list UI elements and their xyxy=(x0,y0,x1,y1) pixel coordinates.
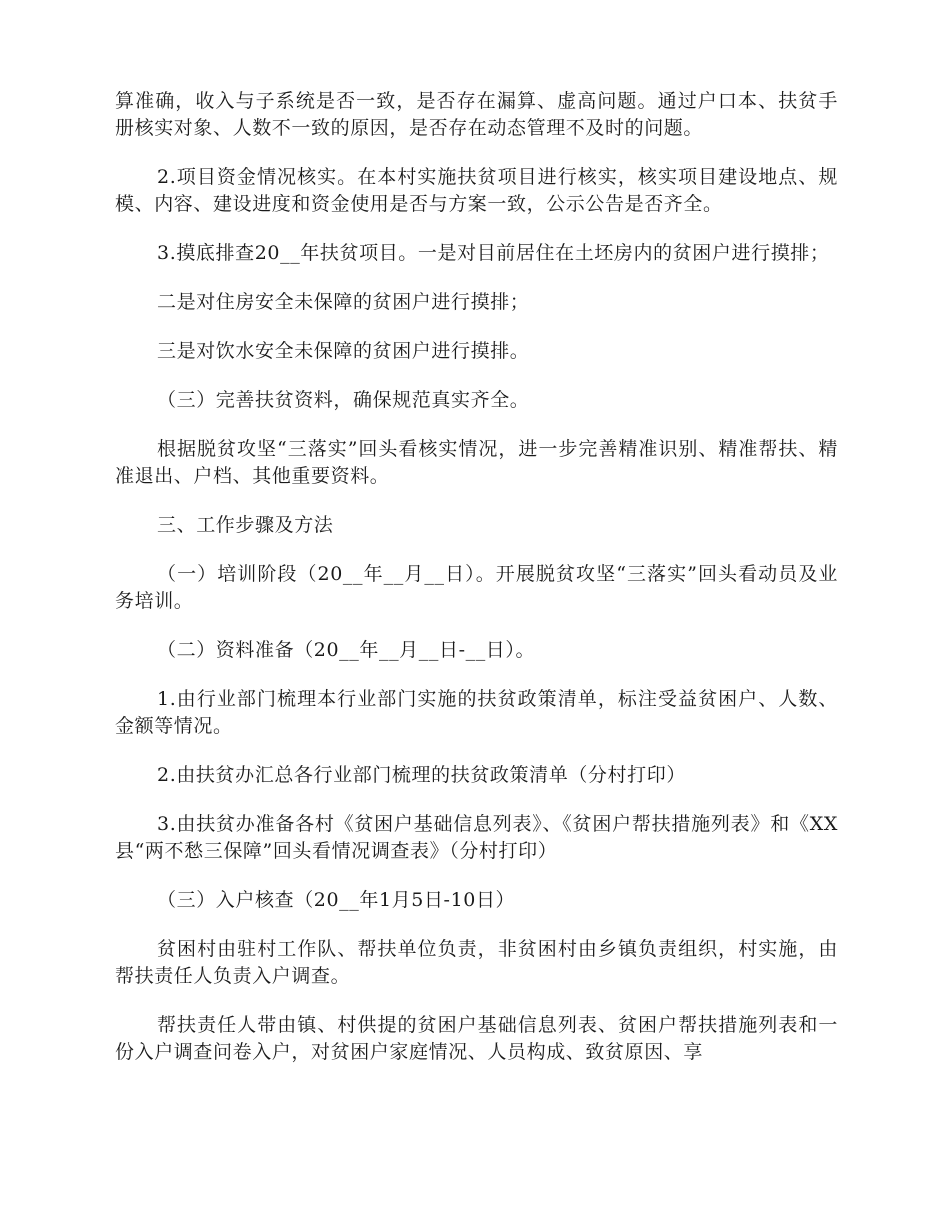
paragraph-16: 帮扶责任人带由镇、村供提的贫困户基础信息列表、贫困户帮扶措施列表和一份入户调查问卷入户，对贫困户家庭情况、人员构成、致贫原因、享 xyxy=(115,1014,838,1063)
paragraph-15: 贫困村由驻村工作队、帮扶单位负责，非贫困村由乡镇负责组织，村实施，由帮扶责任人负责入户调查。 xyxy=(115,938,838,987)
paragraph-2: 2.项目资金情况核实。在本村实施扶贫项目进行核实，核实项目建设地点、规模、内容、建设进度和资金使用是否与方案一致，公示公告是否齐全。 xyxy=(115,166,838,215)
paragraph-12: 2.由扶贫办汇总各行业部门梳理的扶贫政策清单（分村打印） xyxy=(157,764,686,786)
paragraph-13: 3.由扶贫办准备各村《贫困户基础信息列表》、《贫困户帮扶措施列表》和《XX县“两不愁三保障”回头看情况调查表》（分村打印） xyxy=(115,813,838,862)
paragraph-6: （三）完善扶贫资料，确保规范真实齐全。 xyxy=(157,389,530,411)
paragraph-5: 三是对饮水安全未保障的贫困户进行摸排。 xyxy=(157,340,530,362)
paragraph-11: 1.由行业部门梳理本行业部门实施的扶贫政策清单，标注受益贫困户、人数、金额等情况。 xyxy=(115,688,838,737)
paragraph-9: （一）培训阶段（20__年__月__日）。开展脱贫攻坚“三落实”回头看动员及业务培训。 xyxy=(115,563,838,612)
paragraph-10: （二）资料准备（20__年__月__日-__日）。 xyxy=(157,639,536,661)
paragraph-4: 二是对住房安全未保障的贫困户进行摸排； xyxy=(157,291,530,313)
paragraph-7: 根据脱贫攻坚“三落实”回头看核实情况，进一步完善精准识别、精准帮扶、精准退出、户档、其他重要资料。 xyxy=(115,438,838,487)
paragraph-14: （三）入户核查（20__年1月5日-10日） xyxy=(157,889,516,911)
paragraph-3: 3.摸底排查20__年扶贫项目。一是对目前居住在土坯房内的贫困户进行摸排； xyxy=(157,242,830,264)
section-heading: 三、工作步骤及方法 xyxy=(157,514,334,536)
paragraph-1: 算准确，收入与子系统是否一致，是否存在漏算、虚高问题。通过户口本、扶贫手册核实对象、人数不一致的原因，是否存在动态管理不及时的问题。 xyxy=(115,90,838,139)
